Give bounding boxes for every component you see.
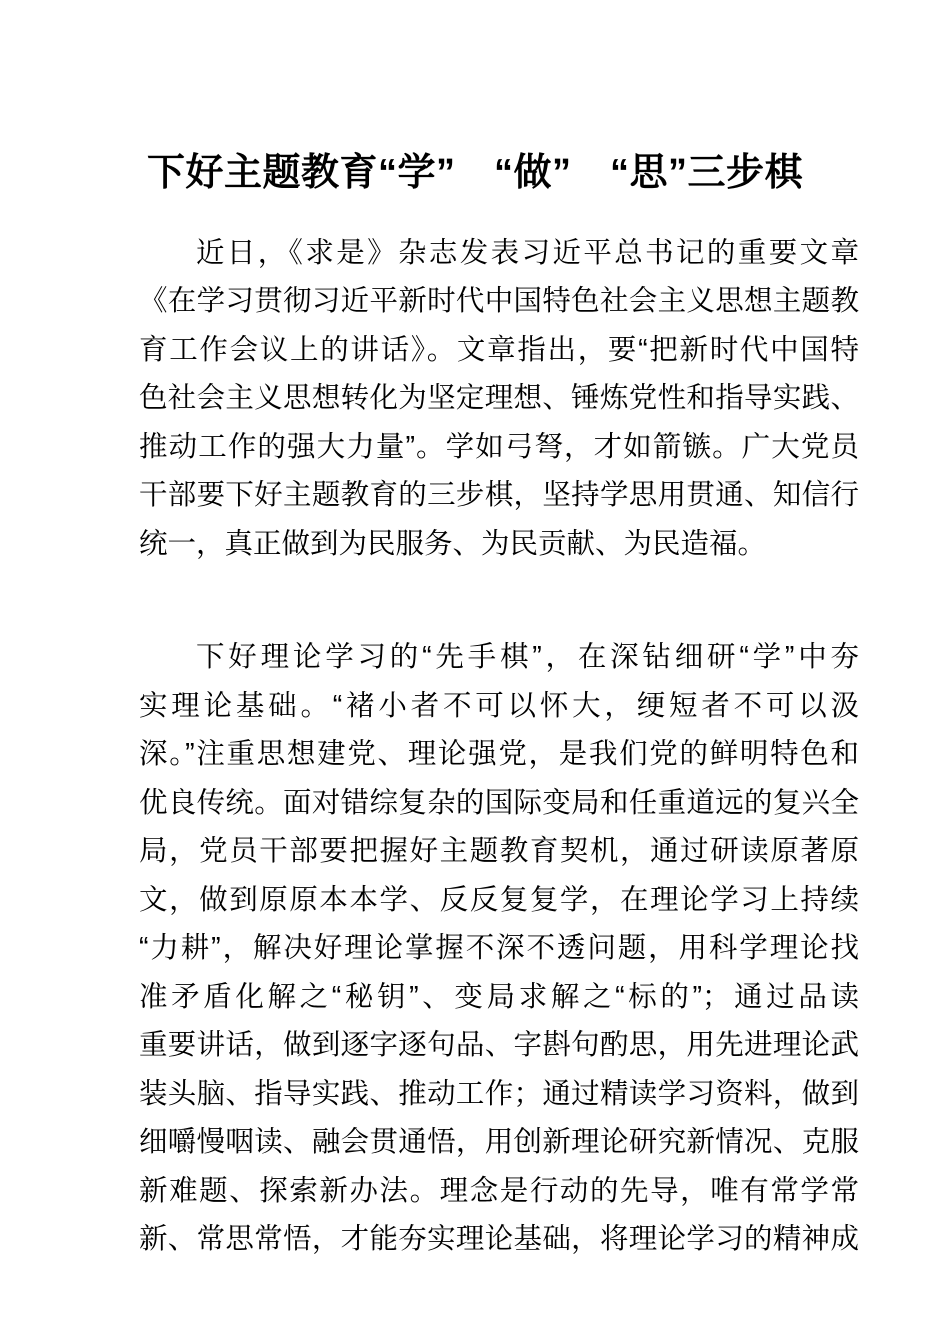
- text-line: 装头脑、指导实践、推动工作；通过精读学习资料，做到: [139, 1077, 859, 1110]
- text-line: 近日，《求是》杂志发表习近平总书记的重要文章: [196, 236, 859, 269]
- text-line: 干部要下好主题教育的三步棋，坚持学思用贯通、知信行: [139, 479, 859, 512]
- text-line: 实理论基础。“褚小者不可以怀大，绠短者不可以汲: [139, 689, 859, 722]
- text-line: “力耕”，解决好理论掌握不深不透问题，用科学理论找: [139, 932, 859, 965]
- text-line: 新难题、探索新办法。理念是行动的先导，唯有常学常: [139, 1174, 859, 1207]
- document-body: [139, 229, 859, 1264]
- text-line: 细嚼慢咽读、融会贯通悟，用创新理论研究新情况、克服: [139, 1126, 859, 1159]
- text-line: 优良传统。面对错综复杂的国际变局和任重道远的复兴全: [139, 786, 859, 819]
- text-line: 重要讲话，做到逐字逐句品、字斟句酌思，用先进理论武: [139, 1029, 859, 1062]
- text-line: 深。”注重思想建党、理论强党，是我们党的鲜明特色和: [139, 738, 859, 771]
- text-line: 色社会主义思想转化为坚定理想、锤炼党性和指导实践、: [139, 382, 859, 415]
- text-line: 局，党员干部要把握好主题教育契机，通过研读原著原: [139, 835, 859, 868]
- text-line: 下好理论学习的“先手棋”，在深钻细研“学”中夯: [196, 641, 859, 674]
- text-line: 新、常思常悟，才能夯实理论基础，将理论学习的精神成: [139, 1223, 859, 1256]
- document-title: 下好主题教育“学” “做” “思”三步棋: [146, 152, 803, 195]
- text-line: 推动工作的强大力量”。学如弓弩，才如箭镞。广大党员: [139, 430, 859, 463]
- text-line: 准矛盾化解之“秘钥”、变局求解之“标的”；通过品读: [139, 980, 859, 1013]
- text-line: 统一，真正做到为民服务、为民贡献、为民造福。: [139, 527, 767, 560]
- text-line: 《在学习贯彻习近平新时代中国特色社会主义思想主题教: [139, 285, 859, 318]
- paragraph-theory-study: [139, 633, 859, 1264]
- text-line: 育工作会议上的讲话》。文章指出，要“把新时代中国特: [139, 333, 859, 366]
- paragraph-intro: [139, 229, 859, 569]
- text-line: 文，做到原原本本学、反反复复学，在理论学习上持续: [139, 883, 859, 916]
